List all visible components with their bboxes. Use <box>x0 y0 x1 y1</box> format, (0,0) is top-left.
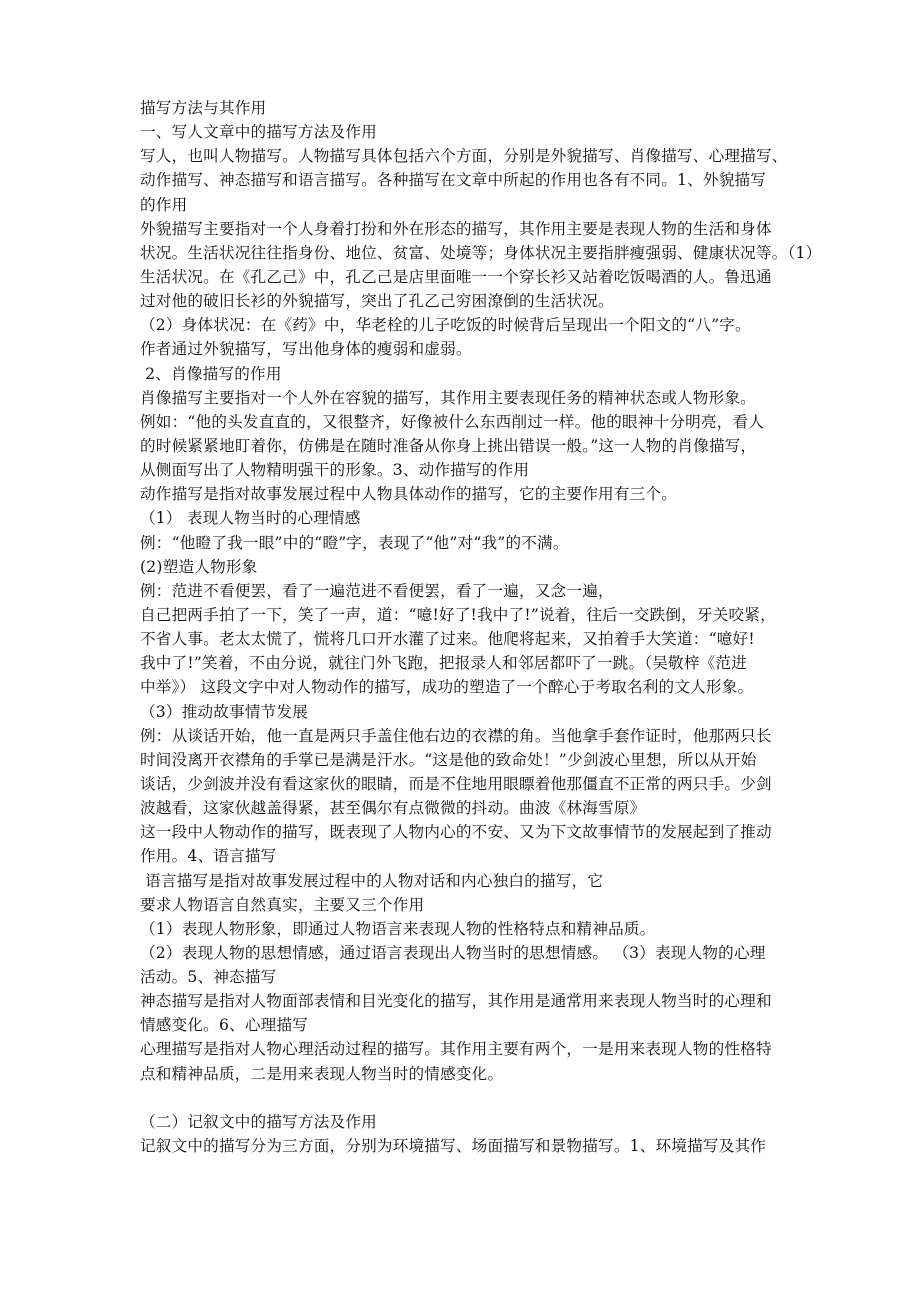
paragraph-line: 活动。5、神态描写 <box>140 968 277 987</box>
paragraph-line: 例：范进不看便罢，看了一遍范进不看便罢，看了一遍，又念一遍， <box>140 581 614 600</box>
paragraph-line: 这一段中人物动作的描写，既表现了人物内心的不安、又为下文故事情节的发展起到了推动 <box>140 823 772 842</box>
paragraph-line: 从侧面写出了人物精明强干的形象。3、动作描写的作用 <box>140 461 530 480</box>
paragraph-line: 点和精神品质，二是用来表现人物当时的情感变化。 <box>140 1064 504 1083</box>
subsection-heading: 2、肖像描写的作用 <box>140 364 282 383</box>
paragraph-line: 神态描写是指对人物面部表情和目光变化的描写，其作用是通常用来表现人物当时的心理和 <box>140 992 772 1011</box>
paragraph-line: 的作用 <box>140 195 188 214</box>
section-heading: （二）记叙文中的描写方法及作用 <box>140 1112 377 1131</box>
paragraph-line: 情感变化。6、心理描写 <box>140 1016 309 1035</box>
paragraph-line: 例：从谈话开始，他一直是两只手盖住他右边的衣襟的角。当他拿手套作证时，他那两只长 <box>140 726 772 745</box>
paragraph-line: 谈话，少剑波并没有看这家伙的眼睛，而是不住地用眼瞟着他那僵直不正常的两只手。少剑 <box>140 774 772 793</box>
paragraph-line: 中举》） 这段文字中对人物动作的描写，成功的塑造了一个醉心于考取名利的文人形象。 <box>140 678 754 697</box>
paragraph-line: 肖像描写主要指对一个人外在容貌的描写，其作用主要表现任务的精神状态或人物形象。 <box>140 388 756 407</box>
paragraph-line: 记叙文中的描写分为三方面，分别为环境描写、场面描写和景物描写。1、环境描写及其作 <box>140 1137 767 1156</box>
paragraph-line: （1）表现人物形象，即通过人物语言来表现人物的性格特点和精神品质。 <box>140 919 656 938</box>
paragraph-line: 作用。4、语言描写 <box>140 847 277 866</box>
paragraph-line: 外貌描写主要指对一个人身着打扮和外在形态的描写，其作用主要是表现人物的生活和身体 <box>140 219 772 238</box>
paragraph-line: 例：“他瞪了我一眼”中的“瞪”字，表现了“他”对“我”的不满。 <box>140 533 569 552</box>
paragraph-line: 要求人物语言自然真实，主要又三个作用 <box>140 895 425 914</box>
section-heading: 一、写人文章中的描写方法及作用 <box>140 123 377 142</box>
list-item-heading: （3）推动故事情节发展 <box>140 702 309 721</box>
paragraph-line: 动作描写、神态描写和语言描写。各种描写在文章中所起的作用也各有不同。1、外貌描写 <box>140 171 767 190</box>
paragraph-line: 不省人事。老太太慌了，慌将几口开水灌了过来。他爬将起来，又拍着手大笑道：“噫好! <box>140 630 755 649</box>
blank-line <box>140 1086 790 1110</box>
paragraph-line: 状况。生活状况往往指身份、地位、贫富、处境等；身体状况主要指胖瘦强弱、健康状况等。（1） <box>140 243 822 262</box>
paragraph-line: 我中了!”笑着，不由分说，就往门外飞跑，把报录人和邻居都吓了一跳。（吴敬梓《范进 <box>140 654 748 673</box>
paragraph-line: 过对他的破旧长衫的外貌描写，突出了孔乙己穷困潦倒的生活状况。 <box>140 292 614 311</box>
paragraph-line: 时间没离开衣襟角的手掌已是满是汗水。“这是他的致命处！”少剑波心里想，所以从开始 <box>140 750 757 769</box>
list-item-heading: (2)塑造人物形象 <box>140 557 258 576</box>
paragraph-line: 的时候紧紧地盯着你，仿佛是在随时准备从你身上挑出错误一般。”这一人物的肖像描写， <box>140 436 757 455</box>
paragraph-line: 例如：“他的头发直直的，又很整齐，好像被什么东西削过一样。他的眼神十分明亮，看人 <box>140 412 765 431</box>
paragraph-line: （2）身体状况：在《药》中，华老栓的儿子吃饭的时候背后呈现出一个阳文的“八”字。 <box>140 316 751 335</box>
list-item-heading: （1） 表现人物当时的心理情感 <box>140 509 361 528</box>
paragraph-line: 生活状况。在《孔乙己》中，孔乙己是店里面唯一一个穿长衫又站着吃饭喝酒的人。鲁迅通 <box>140 267 772 286</box>
document-page <box>140 96 822 1158</box>
paragraph-line: 动作描写是指对故事发展过程中人物具体动作的描写，它的主要作用有三个。 <box>140 485 677 504</box>
paragraph-line: 心理描写是指对人物心理活动过程的描写。其作用主要有两个，一是用来表现人物的性格特 <box>140 1040 772 1059</box>
paragraph-line: 波越看，这家伙越盖得紧，甚至偶尔有点微微的抖动。曲波《林海雪原》 <box>140 799 646 818</box>
paragraph-line: （2）表现人物的思想情感，通过语言表现出人物当时的思想情感。 （3）表现人物的心理 <box>140 943 766 962</box>
document-title: 描写方法与其作用 <box>140 99 267 117</box>
paragraph-line: 作者通过外貌描写，写出他身体的瘦弱和虚弱。 <box>140 340 472 359</box>
paragraph-line: 语言描写是指对故事发展过程中的人物对话和内心独白的描写，它 <box>140 871 604 890</box>
paragraph-line: 写人，也叫人物描写。人物描写具体包括六个方面，分别是外貌描写、肖像描写、心理描写、 <box>140 147 788 166</box>
paragraph-line: 自己把两手拍了一下，笑了一声，道：“噫!好了!我中了!”说着，往后一交跌倒，牙关咬紧， <box>140 605 776 624</box>
